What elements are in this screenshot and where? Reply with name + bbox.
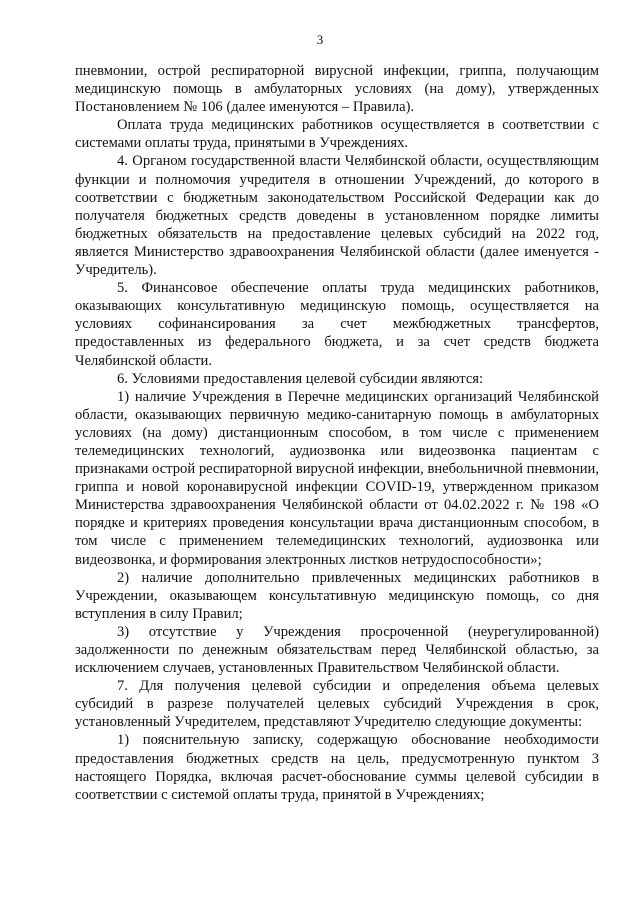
document-body — [75, 62, 599, 804]
paragraph-6-item-2: 2) наличие дополнительно привлеченных медицинских работников в Учреждении, оказывающем консультативную медицинскую помощь, со дня вступления в силу Правил; — [75, 569, 599, 622]
paragraph-4: 4. Органом государственной власти Челябинской области, осуществляющим функции и полномочия учредителя в отношении Учреждений, до которого в соответствии с бюджетным законодательством Российской Федерации как до получателя бюджетных средств доведены в установленном порядке лимиты бюджетных обязательств на предоставление целевых субсидий на 2022 год, является Министерство здравоохранения Челябинской области (далее именуется - Учредитель). — [75, 153, 599, 279]
paragraph-7-item-1: 1) пояснительную записку, содержащую обоснование необходимости предоставления бюджетных средств на цель, предусмотренную пунктом 3 настоящего Порядка, включая расчет-обоснование суммы целевой субсидии в соответствии с системой оплаты труда, принятой в Учреждениях; — [75, 732, 599, 803]
page-number: 3 — [316, 32, 324, 47]
paragraph-6-item-3: 3) отсутствие у Учреждения просроченной (неурегулированной) задолженности по денежным обязательствам перед Челябинской областью, за исключением случаев, установленных Правительством Челябинской области. — [75, 623, 599, 677]
paragraph-6-item-1: 1) наличие Учреждения в Перечне медицинских организаций Челябинской области, оказывающих первичную медико-санитарную помощь в амбулаторных условиях (на дому) дистанционным способом, в том числе с применением телемедицинских технологий, аудиозвонка или видеозвонка пациентам с признаками острой респираторной вирусной инфекции, внебольничной пневмонии, гриппа и новой коронавирусной инфекции COVID-19, утвержденном приказом Министерства здравоохранения Челябинской области от 04.02.2022 г. № 198 «О порядке и критериях проведения консультации врача дистанционным способом, в том числе с применением телемедицинских технологий, аудиозвонка или видеозвонка, и формирования электронных листков нетрудоспособности»; — [75, 388, 599, 568]
paragraph-5: 5. Финансовое обеспечение оплаты труда медицинских работников, оказывающих консультативную медицинскую помощь, осуществляется на условиях софинансирования за счет межбюджетных трансфертов, предоставленных из федерального бюджета, и за счет средств бюджета Челябинской области. — [75, 280, 599, 369]
paragraph-continuation: пневмонии, острой респираторной вирусной инфекции, гриппа, получающим медицинскую помощь в амбулаторных условиях (на дому), утвержденных Постановлением № 106 (далее именуются – Правила). — [75, 63, 599, 116]
paragraph-7: 7. Для получения целевой субсидии и определения объема целевых субсидий в разрезе получателей целевых субсидий Учреждения в срок, установленный Учредителем, представляют Учредителю следующие документы: — [75, 678, 599, 731]
paragraph-wages: Оплата труда медицинских работников осуществляется в соответствии с системами оплаты труда, принятыми в Учреждениях. — [75, 117, 599, 152]
paragraph-6: 6. Условиями предоставления целевой субсидии являются: — [117, 370, 484, 387]
